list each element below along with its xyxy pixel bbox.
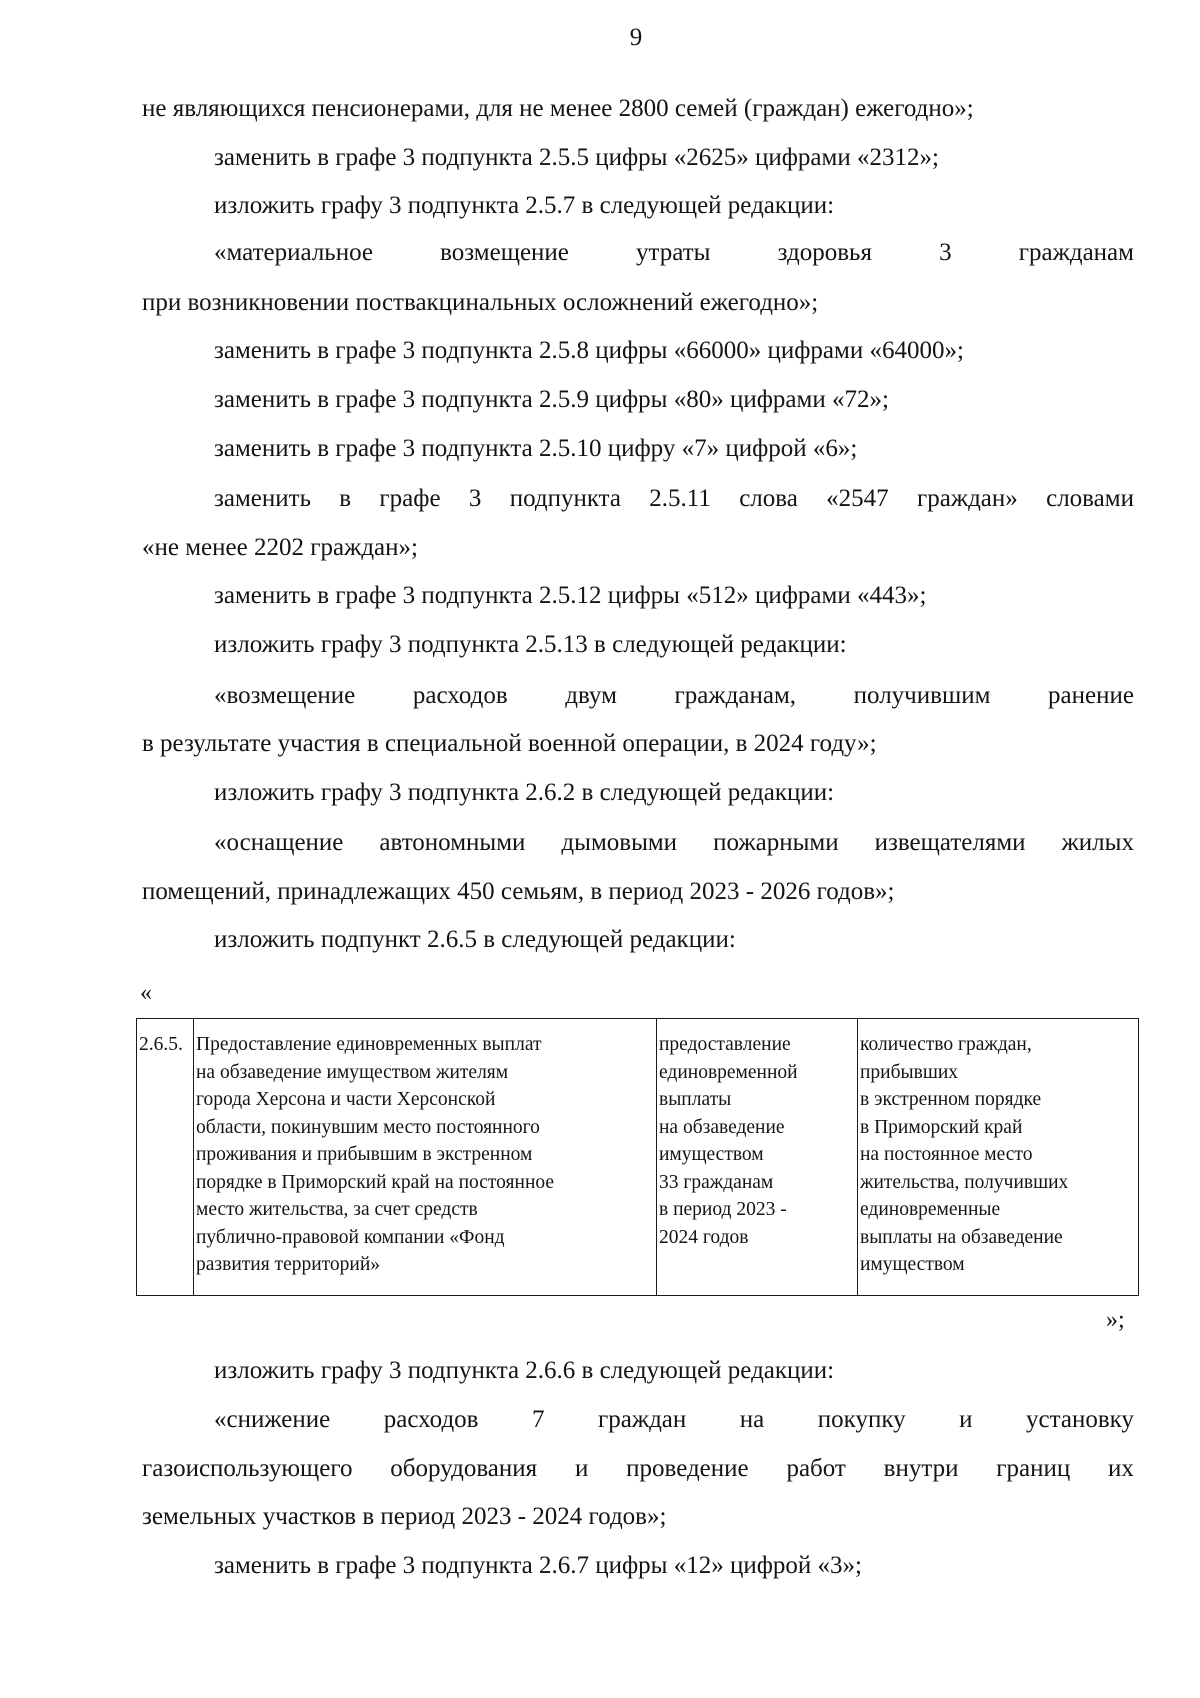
word: и: [959, 1406, 973, 1433]
body-line-1: не являющихся пенсионерами, для не менее 2800 семей (граждан) ежегодно»;: [142, 95, 974, 122]
body-line-10: «не менее 2202 граждан»;: [142, 534, 418, 561]
amendment-table: [136, 1018, 1139, 1296]
word: «2547: [826, 485, 889, 512]
cell-text-line: на обзаведение имуществом жителям: [196, 1061, 509, 1083]
word: 3: [939, 239, 952, 266]
word: графе: [379, 485, 441, 512]
word: расходов: [412, 682, 508, 709]
body-line-5: при возникновении поствакцинальных осложнений ежегодно»;: [142, 289, 819, 316]
word: словами: [1046, 485, 1134, 512]
cell-text-line: области, покинувшим место постоянного: [196, 1116, 540, 1138]
word: заменить: [214, 485, 311, 512]
cell-text-line: выплаты на обзаведение: [860, 1226, 1063, 1248]
cell-text-line: порядке в Приморский край на постоянное: [196, 1171, 555, 1193]
word: работ: [786, 1455, 846, 1482]
cell-text-line: развития территорий»: [196, 1254, 381, 1275]
word: на: [739, 1406, 765, 1433]
body-line-13: [214, 680, 1134, 712]
indicator-cell: [858, 1019, 1139, 1296]
body-line-18: изложить подпункт 2.6.5 в следующей редакции:: [214, 926, 736, 953]
word: оборудования: [390, 1455, 538, 1482]
body-line-11: заменить в графе 3 подпункта 2.5.12 цифры «512» цифрами «443»;: [214, 582, 927, 609]
body-line-9: [214, 483, 1134, 515]
body-line-8: заменить в графе 3 подпункта 2.5.10 цифру «7» цифрой «6»;: [214, 435, 858, 462]
word: извещателями: [874, 829, 1026, 856]
body-line-23: заменить в графе 3 подпункта 2.6.7 цифры «12» цифрой «3»;: [214, 1552, 862, 1579]
word: газоиспользующего: [142, 1455, 353, 1482]
word: здоровья: [777, 239, 872, 266]
opening-quote-mark: «: [140, 980, 152, 1006]
body-line-17: помещений, принадлежащих 450 семьям, в период 2023 - 2026 годов»;: [142, 878, 895, 905]
word: установку: [1026, 1406, 1134, 1433]
subpoint-number: 2.6.5.: [139, 1034, 183, 1055]
word: подпункта: [509, 485, 621, 512]
word: 3: [468, 485, 482, 512]
body-line-22: земельных участков в период 2023 - 2024 годов»;: [142, 1503, 667, 1530]
cell-text-line: 2024 годов: [659, 1226, 749, 1248]
cell-text-line: количество граждан,: [860, 1034, 1032, 1055]
cell-text-line: на обзаведение: [659, 1116, 785, 1138]
body-line-16: [214, 827, 1134, 859]
word: проведение: [626, 1455, 749, 1482]
word: жилых: [1061, 829, 1134, 856]
word: утраты: [636, 239, 711, 266]
cell-text-line: на постоянное место: [860, 1144, 1033, 1165]
body-line-12: изложить графу 3 подпункта 2.5.13 в следующей редакции:: [214, 631, 847, 658]
word: дымовыми: [561, 829, 678, 856]
body-line-2: заменить в графе 3 подпункта 2.5.5 цифры «2625» цифрами «2312»;: [214, 144, 939, 171]
word: гражданам: [1018, 239, 1134, 266]
word: в: [339, 485, 352, 512]
word: получившим: [853, 682, 991, 709]
word: «снижение: [214, 1406, 331, 1433]
table-row: [137, 1019, 1139, 1296]
word: возмещение: [440, 239, 569, 266]
word: «материальное: [214, 239, 373, 266]
word: границ: [996, 1455, 1071, 1482]
cell-text-line: имуществом: [659, 1144, 764, 1165]
body-line-20: [214, 1404, 1134, 1436]
word: внутри: [883, 1455, 959, 1482]
word: 2.5.11: [649, 485, 711, 512]
cell-text-line: в Приморский край: [860, 1116, 1023, 1138]
body-line-14: в результате участия в специальной военной операции, в 2024 году»;: [142, 730, 877, 757]
result-cell: [657, 1019, 858, 1296]
closing-quote-mark: »;: [1106, 1307, 1125, 1333]
word: граждан»: [916, 485, 1018, 512]
cell-text-line: 33 гражданам: [659, 1171, 774, 1193]
cell-text-line: проживания и прибывшим в экстренном: [196, 1144, 533, 1165]
body-line-15: изложить графу 3 подпункта 2.6.2 в следующей редакции:: [214, 779, 835, 806]
word: гражданам,: [674, 682, 797, 709]
cell-text-line: выплаты: [659, 1089, 732, 1110]
word: «возмещение: [214, 682, 356, 709]
word: «оснащение: [214, 829, 344, 856]
page-number: 9: [629, 24, 643, 51]
cell-text-line: имуществом: [860, 1254, 965, 1275]
word: граждан: [597, 1406, 687, 1433]
word: их: [1108, 1455, 1134, 1482]
cell-text-line: Предоставление единовременных выплат: [196, 1034, 542, 1055]
cell-text-line: жительства, получивших: [860, 1171, 1069, 1193]
word: пожарными: [713, 829, 839, 856]
cell-text-line: города Херсона и части Херсонской: [196, 1089, 496, 1110]
cell-text-line: в период 2023 -: [659, 1199, 787, 1220]
subpoint-number-cell: [137, 1019, 194, 1296]
word: и: [574, 1455, 589, 1482]
word: слова: [739, 485, 798, 512]
cell-text-line: единовременные: [860, 1199, 1001, 1220]
body-line-7: заменить в графе 3 подпункта 2.5.9 цифры «80» цифрами «72»;: [214, 386, 889, 413]
word: автономными: [379, 829, 526, 856]
body-line-6: заменить в графе 3 подпункта 2.5.8 цифры «66000» цифрами «64000»;: [214, 337, 964, 364]
cell-text-line: предоставление: [659, 1034, 791, 1055]
body-line-21: [142, 1453, 1134, 1485]
word: ранение: [1048, 682, 1134, 709]
body-line-3: изложить графу 3 подпункта 2.5.7 в следующей редакции:: [214, 192, 835, 219]
word: двум: [565, 682, 617, 709]
word: расходов: [383, 1406, 479, 1433]
cell-text-line: публично-правовой компании «Фонд: [196, 1226, 505, 1248]
cell-text-line: единовременной: [659, 1061, 798, 1083]
cell-text-line: прибывших: [860, 1061, 959, 1083]
body-line-4: [214, 237, 1134, 269]
body-line-19: изложить графу 3 подпункта 2.6.6 в следующей редакции:: [214, 1357, 835, 1384]
word: 7: [531, 1406, 545, 1433]
measure-description-cell: [194, 1019, 657, 1296]
word: покупку: [817, 1406, 906, 1433]
cell-text-line: в экстренном порядке: [860, 1089, 1042, 1110]
cell-text-line: место жительства, за счет средств: [196, 1199, 478, 1220]
